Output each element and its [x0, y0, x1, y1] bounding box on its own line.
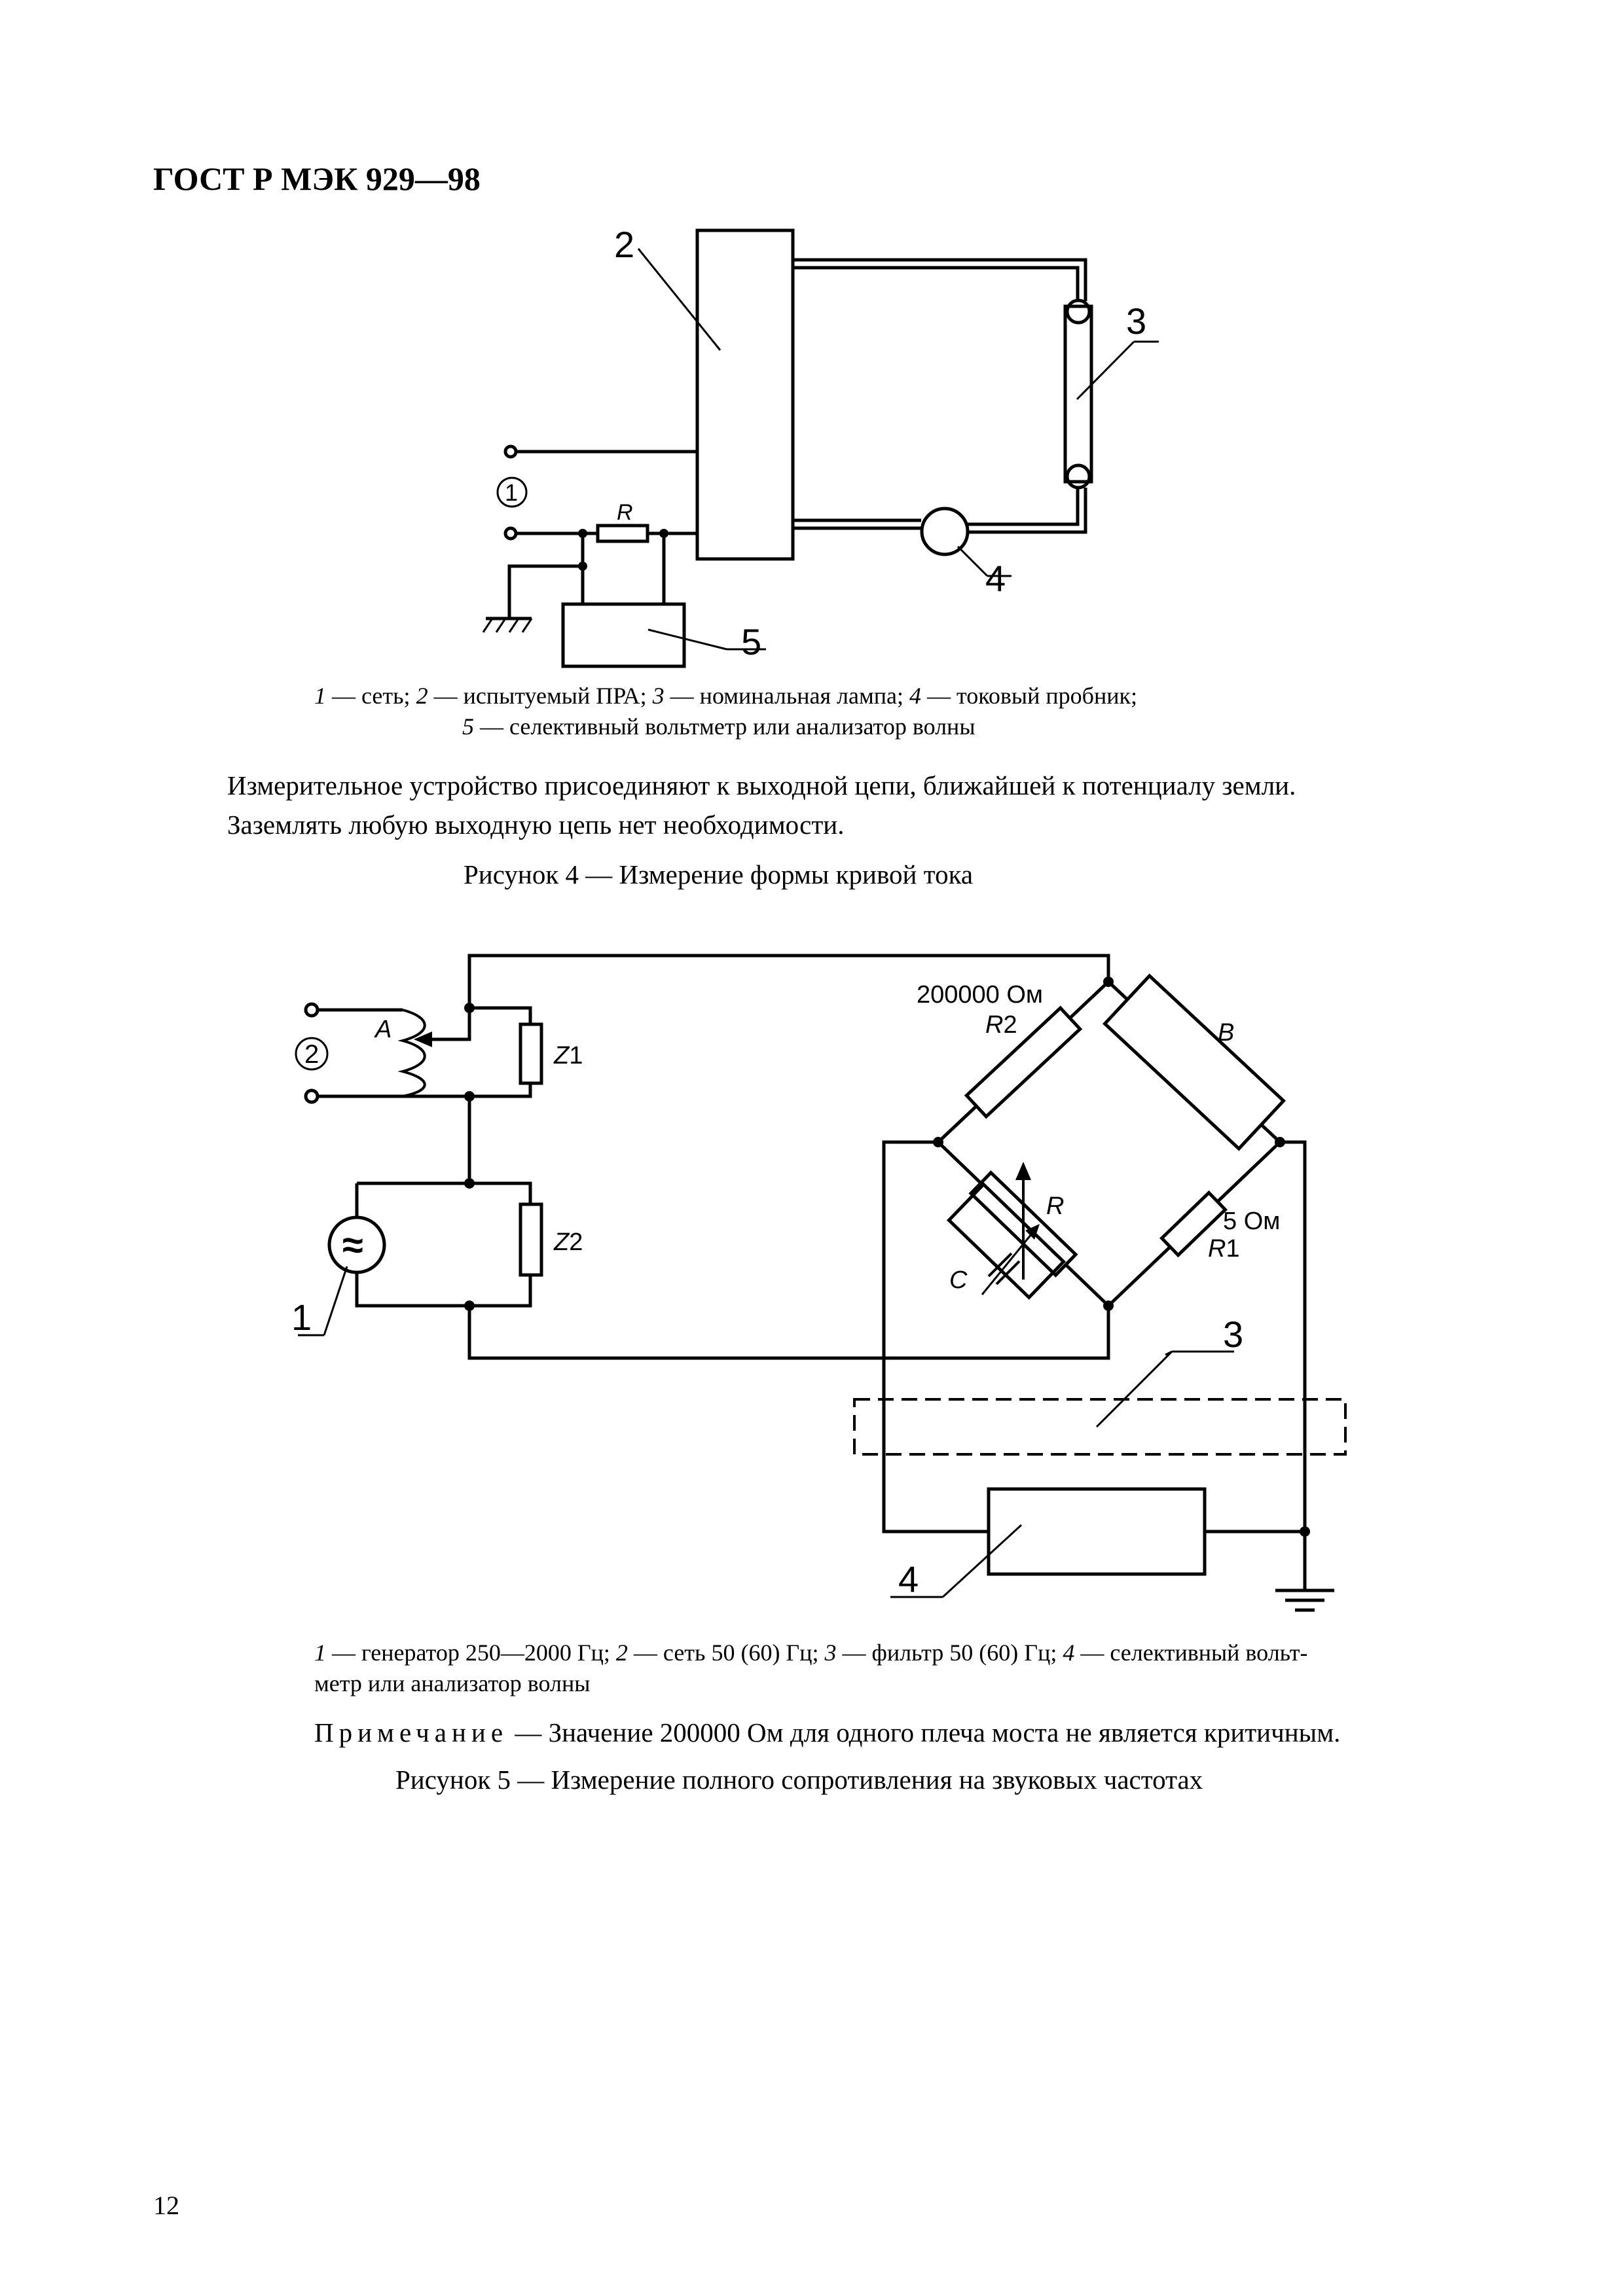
figure-4-title: Рисунок 4 — Измерение формы кривой тока	[464, 859, 974, 889]
label-filter: 3	[1223, 1314, 1244, 1355]
label-voltmeter: 5	[741, 621, 762, 662]
resistor-r2-symbol	[966, 1008, 1080, 1117]
page-number: 12	[153, 2191, 179, 2220]
note-label: Примечание	[314, 1717, 509, 1748]
legend-text: — селективный вольтметр или анализатор волны	[474, 713, 976, 740]
label-mains: 2	[304, 1040, 319, 1069]
label-r2-name	[985, 1011, 1017, 1039]
arm-b-symbol	[1105, 976, 1284, 1149]
note-text: — Значение 200000 Ом для одного плеча моста не является критичным.	[508, 1717, 1341, 1748]
label-lamp: 3	[1126, 300, 1147, 342]
label-mains-source: 1	[505, 479, 519, 506]
legend-number: 1	[314, 683, 326, 709]
legend-text: — токовый пробник;	[921, 683, 1137, 709]
legend-number: 4	[1063, 1640, 1075, 1666]
label-r1-name	[1208, 1235, 1240, 1263]
label-z2-index: 2	[569, 1229, 583, 1256]
legend-number: 2	[416, 683, 428, 709]
legend-text: — генератор 250—2000 Гц;	[326, 1640, 616, 1666]
label-probe: 4	[985, 558, 1006, 599]
label-capacitor: C	[949, 1266, 968, 1294]
label-arm-b: B	[1218, 1019, 1235, 1047]
legend-number: 5	[462, 713, 474, 740]
label-generator: 1	[291, 1297, 312, 1338]
figure-5-legend-line-1	[314, 1636, 1307, 1669]
label-z2	[553, 1229, 583, 1256]
figure-5-note	[314, 1713, 1340, 1752]
label-z1-index: 1	[569, 1042, 583, 1069]
label-z1	[553, 1042, 583, 1069]
label-voltmeter: 4	[898, 1558, 919, 1600]
legend-text: — селективный вольт-	[1074, 1640, 1308, 1666]
label-z1-letter: Z	[554, 1042, 570, 1069]
filter-block	[854, 1399, 1345, 1454]
figure-5-legend-line-2: метр или анализатор волны	[314, 1670, 591, 1696]
selective-voltmeter-block	[989, 1489, 1205, 1574]
label-variable-resistor: R	[1046, 1193, 1065, 1220]
impedance-z1-symbol	[520, 1024, 541, 1083]
legend-number: 1	[314, 1640, 326, 1666]
label-r2-letter: R	[985, 1011, 1004, 1039]
label-r2-index: 2	[1003, 1011, 1017, 1039]
label-r1-letter: R	[1208, 1235, 1226, 1263]
label-ballast: 2	[614, 224, 635, 265]
legend-number: 3	[652, 683, 665, 709]
figure-4-note-line-2: Заземлять любую выходную цепь нет необходимости.	[227, 810, 845, 840]
label-r2-value: 200000 Ом	[917, 981, 1044, 1009]
document-header: ГОСТ Р МЭК 929—98	[153, 160, 481, 197]
legend-text: — испытуемый ПРА;	[428, 683, 653, 709]
legend-text: — фильтр 50 (60) Гц;	[836, 1640, 1063, 1666]
label-tap: A	[375, 1016, 392, 1043]
label-resistor: R	[617, 500, 633, 525]
legend-number: 2	[615, 1640, 628, 1666]
legend-number: 3	[824, 1640, 837, 1666]
label-r1-index: 1	[1226, 1235, 1240, 1263]
figure-5-title: Рисунок 5 — Измерение полного сопротивления на звуковых частотах	[395, 1765, 1203, 1795]
legend-text: — сеть;	[326, 683, 416, 709]
generator-tilde-symbol: ≈	[342, 1224, 363, 1266]
figure-4-note-line-1: Измерительное устройство присоединяют к выходной цепи, ближайшей к потенциалу земли.	[227, 770, 1296, 800]
legend-number: 4	[909, 683, 922, 709]
impedance-z2-symbol	[520, 1204, 541, 1275]
label-z2-letter: Z	[554, 1229, 570, 1256]
legend-text: — номинальная лампа;	[664, 683, 910, 709]
label-r1-value: 5 Ом	[1223, 1208, 1281, 1235]
legend-text: — сеть 50 (60) Гц;	[627, 1640, 825, 1666]
